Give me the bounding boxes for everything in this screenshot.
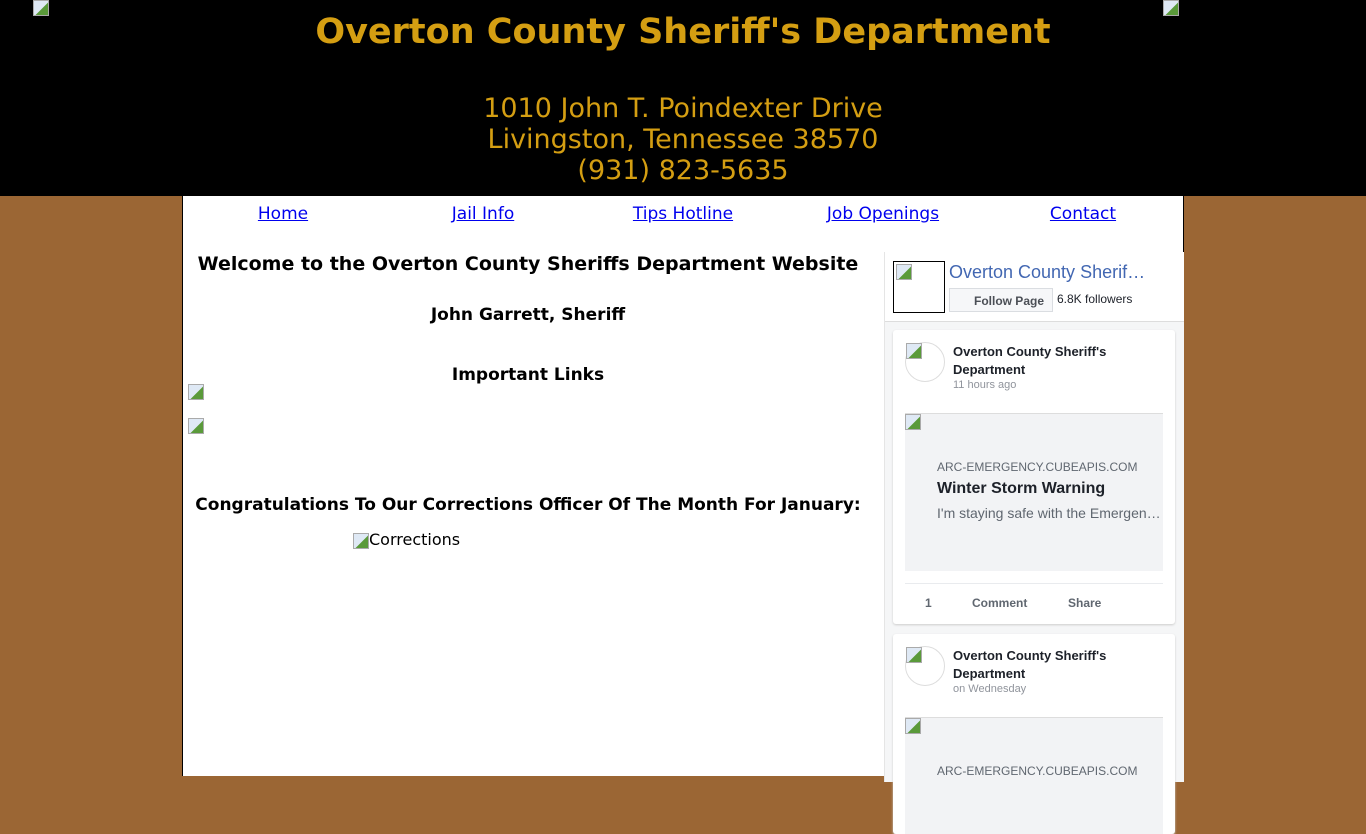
nav-jail-info[interactable]: Jail Info xyxy=(451,204,515,224)
congrats-heading: Congratulations To Our Corrections Officer Of The Month For January: xyxy=(195,495,861,515)
site-header xyxy=(0,0,1366,196)
link-preview[interactable] xyxy=(905,413,1163,571)
main-content xyxy=(183,246,873,549)
fb-page-header xyxy=(885,252,1184,322)
broken-image-icon xyxy=(896,264,912,280)
broken-image-icon xyxy=(353,533,369,549)
fb-post xyxy=(893,634,1175,834)
follow-page-button[interactable]: Follow Page xyxy=(949,288,1053,312)
nav-home[interactable]: Home xyxy=(257,204,309,224)
post-author[interactable]: Overton County Sheriff's Department xyxy=(953,344,1107,377)
welcome-heading: Welcome to the Overton County Sheriffs Department Website xyxy=(197,253,859,275)
corrections-image xyxy=(353,530,460,549)
link-domain: ARC-EMERGENCY.CUBEAPIS.COM xyxy=(937,764,1138,778)
link-image[interactable] xyxy=(188,418,204,434)
site-title: Overton County Sheriff's Department xyxy=(315,12,1051,52)
post-time[interactable]: 11 hours ago xyxy=(953,379,1017,391)
image-alt-text: Corrections xyxy=(369,530,461,549)
facebook-widget xyxy=(884,252,1184,782)
divider xyxy=(905,583,1163,584)
page-avatar[interactable] xyxy=(893,261,945,313)
phone: (931) 823-5635 xyxy=(577,155,789,186)
link-domain: ARC-EMERGENCY.CUBEAPIS.COM xyxy=(937,460,1138,474)
broken-image-icon xyxy=(906,647,922,663)
post-time[interactable]: on Wednesday xyxy=(953,683,1027,695)
fb-page-name[interactable]: Overton County Sherif… xyxy=(949,262,1146,282)
comment-button[interactable]: Comment xyxy=(972,596,1028,610)
important-links-heading: Important Links xyxy=(451,365,605,385)
address-city: Livingston, Tennessee 38570 xyxy=(487,124,879,155)
link-description: I'm staying safe with the Emergen… xyxy=(937,505,1161,521)
post-avatar[interactable] xyxy=(905,646,945,686)
post-author[interactable]: Overton County Sheriff's Department xyxy=(953,648,1107,681)
broken-image-icon xyxy=(906,343,922,359)
fb-post xyxy=(893,330,1175,624)
link-title: Winter Storm Warning xyxy=(937,480,1106,497)
main-nav xyxy=(183,204,1183,224)
link-image[interactable] xyxy=(188,384,204,400)
link-preview[interactable] xyxy=(905,717,1163,834)
share-button[interactable]: Share xyxy=(1068,596,1102,610)
nav-contact[interactable]: Contact xyxy=(1049,204,1117,224)
address xyxy=(0,93,1366,186)
nav-job-openings[interactable]: Job Openings xyxy=(826,204,940,224)
broken-image-icon xyxy=(905,718,921,734)
post-avatar[interactable] xyxy=(905,342,945,382)
broken-image-icon xyxy=(905,414,921,430)
nav-tips-hotline[interactable]: Tips Hotline xyxy=(632,204,734,224)
like-count[interactable]: 1 xyxy=(925,596,932,610)
sheriff-name: John Garrett, Sheriff xyxy=(430,305,626,325)
followers-count: 6.8K followers xyxy=(1057,292,1133,306)
content-wrapper xyxy=(182,196,1184,776)
address-line: 1010 John T. Poindexter Drive xyxy=(483,93,883,124)
